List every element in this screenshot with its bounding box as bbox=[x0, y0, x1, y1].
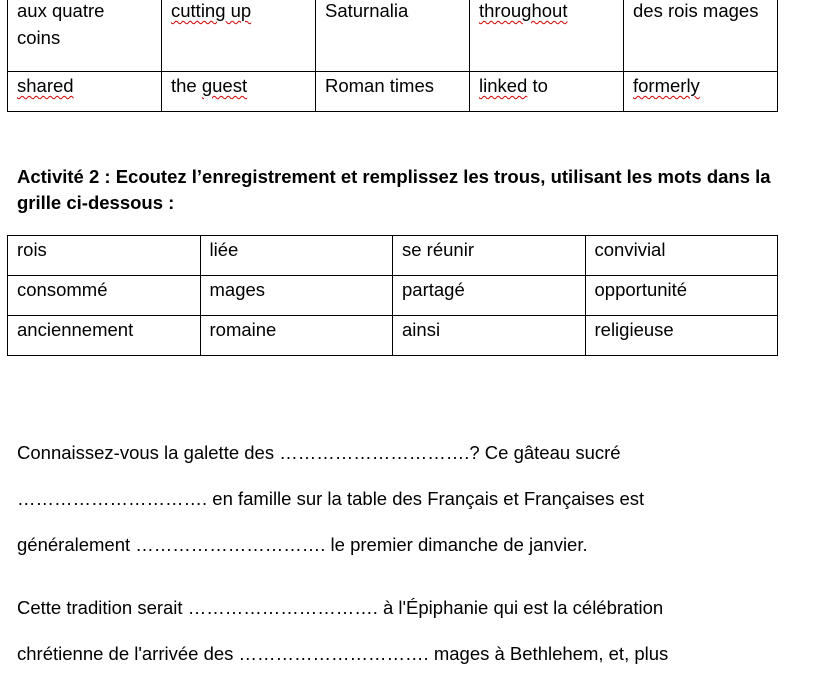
text-line: Cette tradition serait …………………………. à l'Épiphanie qui est la célébration bbox=[17, 597, 664, 618]
word-cell: ainsi bbox=[393, 316, 586, 356]
word-cell: convivial bbox=[585, 236, 778, 276]
text-line: …………………………. en famille sur la table des Français et Françaises est bbox=[17, 488, 645, 509]
spellcheck-underline: guest bbox=[201, 75, 248, 96]
vocabulary-table bbox=[7, 0, 778, 112]
word-cell: rois bbox=[8, 236, 201, 276]
activity-2-heading: Activité 2 : Ecoutez l’enregistrement et remplissez les trous, utilisant les mots dans la grille ci-dessous : bbox=[17, 166, 771, 213]
word-cell: religieuse bbox=[585, 316, 778, 356]
vocab-cell: cutting up bbox=[162, 0, 316, 72]
text-line: chrétienne de l'arrivée des …………………………. mages à Bethlehem, et, plus bbox=[17, 643, 669, 664]
vocab-cell: aux quatre coins bbox=[8, 0, 162, 72]
word-grid-row bbox=[8, 316, 778, 356]
spellcheck-underline: linked bbox=[479, 75, 528, 96]
vocab-cell: des rois mages bbox=[624, 0, 778, 72]
vocab-cell: Roman times bbox=[316, 72, 470, 112]
word-grid-row bbox=[8, 236, 778, 276]
vocab-cell: throughout bbox=[470, 0, 624, 72]
vocab-cell: formerly bbox=[624, 72, 778, 112]
word-cell: anciennement bbox=[8, 316, 201, 356]
word-cell: romaine bbox=[200, 316, 393, 356]
word-cell: liée bbox=[200, 236, 393, 276]
vocab-cell: linked to bbox=[470, 72, 624, 112]
text-line: Connaissez-vous la galette des ………………………….? Ce gâteau sucré bbox=[17, 442, 621, 463]
word-cell: consommé bbox=[8, 276, 201, 316]
word-grid-table bbox=[7, 235, 778, 356]
word-cell: opportunité bbox=[585, 276, 778, 316]
vocab-cell: the guest bbox=[162, 72, 316, 112]
word-grid-row bbox=[8, 276, 778, 316]
vocab-cell: Saturnalia bbox=[316, 0, 470, 72]
word-cell: se réunir bbox=[393, 236, 586, 276]
word-cell: mages bbox=[200, 276, 393, 316]
vocab-cell: shared bbox=[8, 72, 162, 112]
vocab-row bbox=[8, 72, 778, 112]
word-cell: partagé bbox=[393, 276, 586, 316]
text-line: généralement …………………………. le premier dimanche de janvier. bbox=[17, 534, 588, 555]
vocab-row bbox=[8, 0, 778, 72]
